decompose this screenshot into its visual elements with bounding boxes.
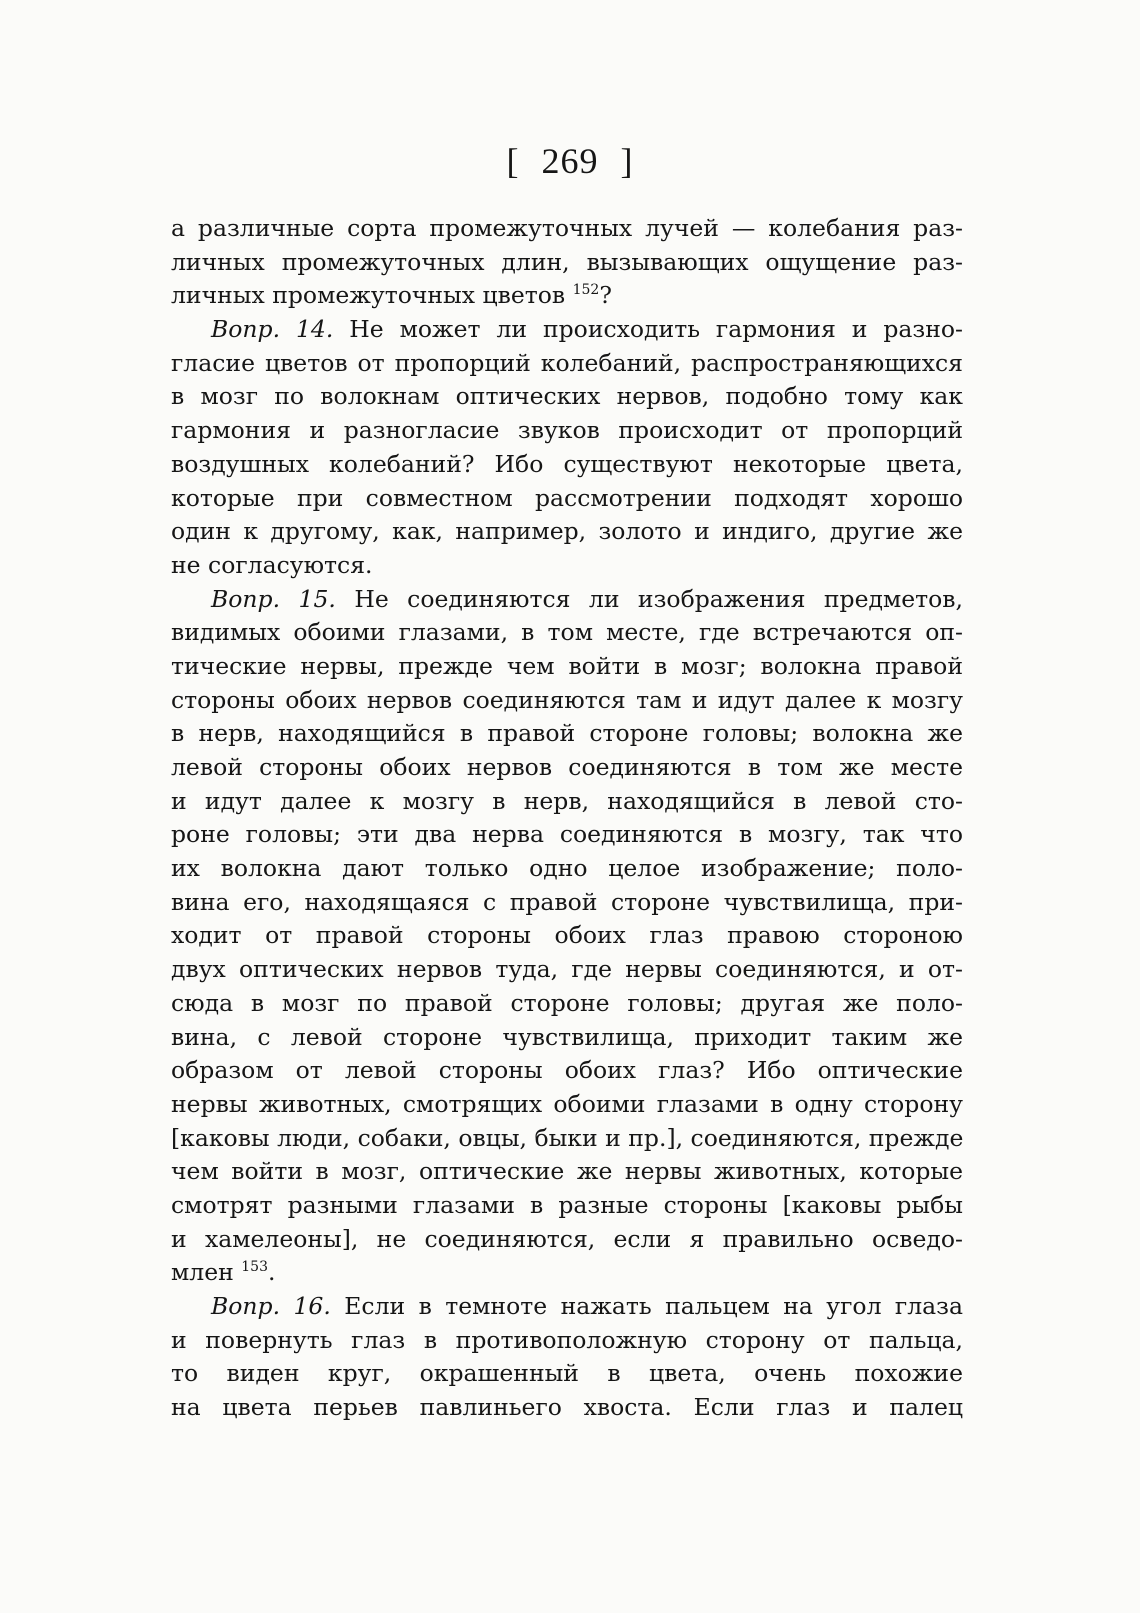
text-line-content: млен xyxy=(171,1258,234,1287)
question-label: Вопр. 14. xyxy=(211,315,334,344)
text-line: а различные сорта промежуточных лучей — колебания раз- xyxy=(171,214,963,242)
text-line: образом от левой стороны обоих глаз? Ибо оптические xyxy=(171,1056,963,1085)
question-label: Вопр. 16. xyxy=(211,1292,331,1320)
text-line xyxy=(171,1290,963,1324)
text-line: в мозг по волокнам оптических нервов, подобно тому как xyxy=(171,382,963,411)
text-line: тические нервы, прежде чем войти в мозг; волокна правой xyxy=(171,651,963,680)
text-line: и хамелеоны], не соединяются, если я правильно осведо- xyxy=(171,1224,963,1253)
bracket-close: ] xyxy=(620,141,634,181)
punctuation: ? xyxy=(599,281,612,310)
text-line: на цвета перьев павлиньего хвоста. Если глаз и палец xyxy=(171,1393,963,1422)
text-line: нервы животных, смотрящих обоими глазами в одну сторону xyxy=(171,1089,963,1118)
text-line-content: личных промежуточных цветов xyxy=(171,281,566,310)
text-line: двух оптических нервов туда, где нервы соединяются, и от- xyxy=(171,955,963,984)
text-line: то виден круг, окрашенный в цвета, очень похожие xyxy=(171,1359,963,1388)
text-line: смотрят разными глазами в разные стороны [каковы рыбы xyxy=(171,1190,963,1219)
paragraph-question-16 xyxy=(171,1290,963,1425)
text-line: воздушных колебаний? Ибо существуют некоторые цвета, xyxy=(171,449,963,478)
text-line: [каковы люди, собаки, овцы, быки и пр.], соединяются, прежде xyxy=(171,1123,964,1152)
paragraph-continuation xyxy=(171,212,963,313)
text-line xyxy=(171,583,963,617)
text-line: левой стороны обоих нервов соединяются в том же месте xyxy=(171,753,963,781)
text-line xyxy=(171,279,963,313)
punctuation: . xyxy=(268,1258,276,1287)
page-number-value: 269 xyxy=(541,141,599,181)
text-line-content: Не соединяются ли изображения предметов, xyxy=(354,584,963,613)
text-line: видимых обоими глазами, в том месте, где встречаются оп- xyxy=(171,618,963,647)
text-line-content: Если в темноте нажать пальцем на угол глаза xyxy=(344,1292,963,1320)
text-line: один к другому, как, например, золото и индиго, другие же xyxy=(171,517,963,546)
footnote-marker: 152 xyxy=(572,282,600,299)
page-number xyxy=(0,140,1140,182)
paragraph-question-14 xyxy=(171,313,963,583)
text-line: сюда в мозг по правой стороне головы; другая же поло- xyxy=(171,988,963,1017)
text-line: личных промежуточных длин, вызывающих ощущение раз- xyxy=(171,247,963,276)
text-line: и идут далее к мозгу в нерв, находящийся в левой сто- xyxy=(171,786,963,815)
body-text xyxy=(171,212,963,1425)
text-line: вина его, находящаяся с правой стороне чувствилища, при- xyxy=(171,887,963,916)
bracket-open: [ xyxy=(506,141,520,181)
text-line: гармония и разногласие звуков происходит от пропорций xyxy=(171,416,963,445)
footnote-marker: 153 xyxy=(241,1259,268,1276)
text-line: их волокна дают только одно целое изображение; поло- xyxy=(171,854,963,883)
text-line: стороны обоих нервов соединяются там и идут далее к мозгу xyxy=(171,685,963,714)
question-label: Вопр. 15. xyxy=(211,584,336,613)
text-line: не согласуются. xyxy=(171,550,373,579)
text-line: в нерв, находящийся в правой стороне головы; волокна же xyxy=(171,719,963,748)
paragraph-question-15 xyxy=(171,583,963,1290)
text-line: гласие цветов от пропорций колебаний, распространяющихся xyxy=(171,348,963,377)
text-line: которые при совместном рассмотрении подходят хорошо xyxy=(171,483,963,512)
text-line: ходит от правой стороны обоих глаз правою стороною xyxy=(171,921,963,950)
text-line xyxy=(171,313,963,347)
text-line xyxy=(171,1256,963,1290)
text-line: чем войти в мозг, оптические же нервы животных, которые xyxy=(171,1157,963,1186)
text-line-content: Не может ли происходить гармония и разно- xyxy=(349,315,963,344)
text-line: и повернуть глаз в противоположную сторону от пальца, xyxy=(171,1325,963,1354)
text-line: вина, с левой стороне чувствилища, приходит таким же xyxy=(171,1022,963,1051)
text-line: роне головы; эти два нерва соединяются в мозгу, так что xyxy=(171,820,963,849)
